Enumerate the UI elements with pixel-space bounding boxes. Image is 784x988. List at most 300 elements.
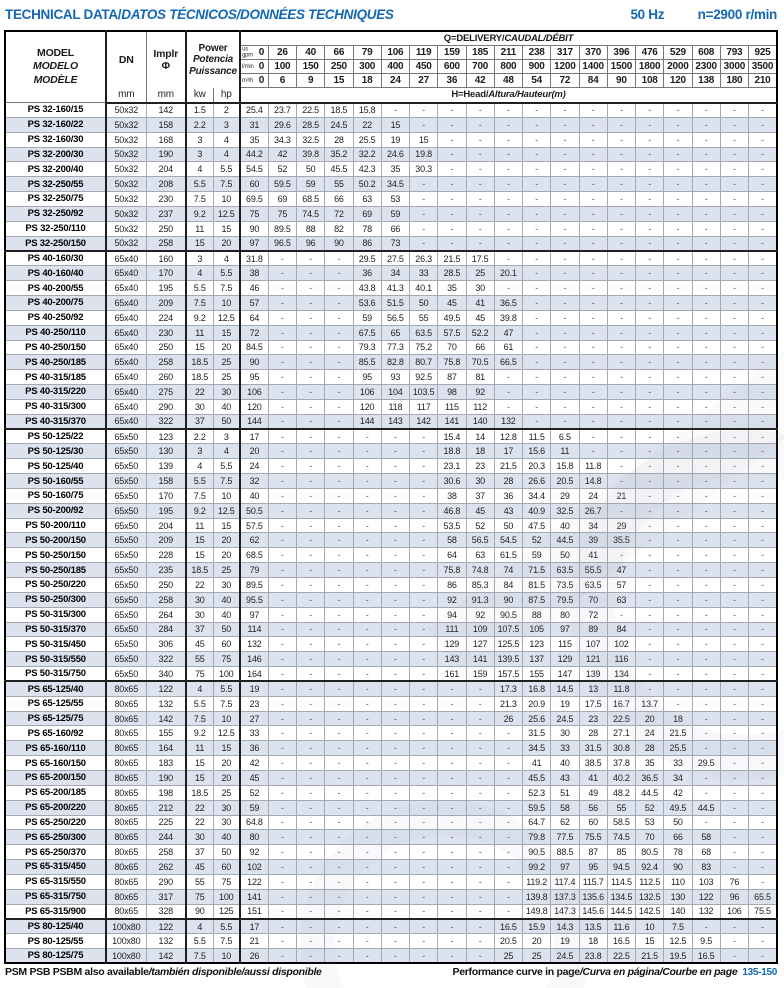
head-value-cell: - bbox=[381, 622, 409, 637]
dn-cell: 65x40 bbox=[106, 266, 146, 281]
head-value-cell: - bbox=[607, 266, 635, 281]
dn-cell: 65x50 bbox=[106, 533, 146, 548]
q-value-cell: 54 bbox=[523, 74, 551, 88]
head-value-cell: - bbox=[353, 518, 381, 533]
head-value-cell: - bbox=[297, 414, 325, 429]
footer-left-intl: /también disponible/aussi disponible bbox=[148, 966, 322, 978]
head-value-cell: 35 bbox=[240, 132, 268, 147]
q-value-cell: 79 bbox=[353, 46, 381, 60]
head-value-cell: - bbox=[692, 295, 720, 310]
kw-cell: 11 bbox=[186, 325, 213, 340]
impeller-cell: 155 bbox=[146, 726, 186, 741]
head-value-cell: 11 bbox=[551, 444, 579, 459]
model-cell: PS 50-315/550 bbox=[5, 652, 106, 667]
head-value-cell: 151 bbox=[240, 904, 268, 919]
head-value-cell: 40.9 bbox=[523, 503, 551, 518]
head-value-cell: - bbox=[410, 815, 438, 830]
head-value-cell: - bbox=[749, 622, 778, 637]
head-value-cell: 30.6 bbox=[438, 474, 466, 489]
head-value-cell: 33 bbox=[410, 266, 438, 281]
table-row bbox=[5, 637, 777, 652]
head-value-cell: - bbox=[749, 518, 778, 533]
head-value-cell: - bbox=[438, 206, 466, 221]
head-value-cell: 15.8 bbox=[551, 459, 579, 474]
head-value-cell: - bbox=[353, 785, 381, 800]
head-value-cell: - bbox=[410, 503, 438, 518]
head-value-cell: - bbox=[494, 103, 522, 118]
head-value-cell: - bbox=[494, 800, 522, 815]
head-value-cell: - bbox=[749, 770, 778, 785]
head-value-cell: 45.5 bbox=[325, 162, 353, 177]
head-value-cell: - bbox=[749, 206, 778, 221]
head-value-cell: - bbox=[325, 251, 353, 266]
hp-cell: 30 bbox=[213, 385, 240, 400]
dn-cell: 50x32 bbox=[106, 103, 146, 118]
head-value-cell: - bbox=[353, 711, 381, 726]
dn-cell: 80x65 bbox=[106, 770, 146, 785]
head-value-cell: - bbox=[636, 206, 664, 221]
head-value-cell: - bbox=[297, 548, 325, 563]
table-row bbox=[5, 785, 777, 800]
table-row bbox=[5, 592, 777, 607]
head-value-cell: 97 bbox=[240, 607, 268, 622]
head-value-cell: 36.5 bbox=[494, 295, 522, 310]
dn-cell: 65x50 bbox=[106, 444, 146, 459]
head-value-cell: - bbox=[466, 919, 494, 934]
kw-cell: 11 bbox=[186, 518, 213, 533]
head-value-cell: 53.6 bbox=[353, 295, 381, 310]
head-value-cell: - bbox=[664, 340, 692, 355]
hp-cell: 10 bbox=[213, 192, 240, 207]
head-value-cell: - bbox=[494, 370, 522, 385]
hp-cell: 40 bbox=[213, 607, 240, 622]
head-value-cell: - bbox=[381, 934, 409, 949]
head-value-cell: 59 bbox=[240, 800, 268, 815]
head-value-cell: - bbox=[692, 711, 720, 726]
head-value-cell: 85.5 bbox=[353, 355, 381, 370]
head-value-cell: 28 bbox=[579, 726, 607, 741]
head-value-cell: - bbox=[325, 444, 353, 459]
kw-cell: 45 bbox=[186, 860, 213, 875]
head-value-cell: - bbox=[692, 578, 720, 593]
head-value-cell: - bbox=[325, 355, 353, 370]
head-value-cell: - bbox=[720, 281, 748, 296]
kw-cell: 4 bbox=[186, 681, 213, 696]
head-value-cell: - bbox=[268, 459, 296, 474]
head-value-cell: 50.2 bbox=[353, 177, 381, 192]
head-value-cell: - bbox=[749, 592, 778, 607]
head-value-cell: - bbox=[268, 756, 296, 771]
head-value-cell: 92 bbox=[438, 592, 466, 607]
q-value-cell: 72 bbox=[551, 74, 579, 88]
head-value-cell: - bbox=[268, 340, 296, 355]
kw-cell: 9.2 bbox=[186, 206, 213, 221]
head-value-cell: 50 bbox=[664, 815, 692, 830]
head-value-cell: - bbox=[353, 770, 381, 785]
head-value-cell: - bbox=[297, 934, 325, 949]
q-value-cell: 1800 bbox=[636, 60, 664, 74]
impeller-cell: 195 bbox=[146, 503, 186, 518]
head-value-cell: 55 bbox=[325, 177, 353, 192]
head-value-cell: - bbox=[692, 770, 720, 785]
head-value-cell: - bbox=[353, 860, 381, 875]
head-value-cell: 18 bbox=[579, 934, 607, 949]
head-value-cell: - bbox=[749, 652, 778, 667]
head-value-cell: 87.5 bbox=[523, 592, 551, 607]
head-value-cell: - bbox=[325, 399, 353, 414]
hp-cell: 3 bbox=[213, 117, 240, 132]
head-value-cell: - bbox=[410, 221, 438, 236]
head-value-cell: 66 bbox=[381, 221, 409, 236]
head-value-cell: - bbox=[636, 548, 664, 563]
kw-cell: 75 bbox=[186, 889, 213, 904]
head-value-cell: - bbox=[494, 281, 522, 296]
dn-cell: 65x50 bbox=[106, 592, 146, 607]
head-value-cell: - bbox=[579, 355, 607, 370]
head-value-cell: - bbox=[410, 652, 438, 667]
head-value-cell: - bbox=[297, 399, 325, 414]
head-value-cell: - bbox=[353, 845, 381, 860]
head-value-cell: - bbox=[297, 726, 325, 741]
head-value-cell: - bbox=[410, 919, 438, 934]
head-value-cell: 72 bbox=[579, 607, 607, 622]
head-value-cell: - bbox=[749, 147, 778, 162]
dn-cell: 65x50 bbox=[106, 652, 146, 667]
head-value-cell: - bbox=[438, 874, 466, 889]
q-value-cell: 210 bbox=[749, 74, 778, 88]
impeller-cell: 260 bbox=[146, 370, 186, 385]
head-value-cell: 82.8 bbox=[381, 355, 409, 370]
head-value-cell: 63 bbox=[466, 548, 494, 563]
head-value-cell: 20.5 bbox=[551, 474, 579, 489]
head-value-cell: - bbox=[325, 726, 353, 741]
kw-cell: 9.2 bbox=[186, 726, 213, 741]
head-value-cell: 25.4 bbox=[240, 103, 268, 118]
dn-cell: 65x40 bbox=[106, 325, 146, 340]
kw-cell: 5.5 bbox=[186, 934, 213, 949]
head-value-cell: - bbox=[325, 325, 353, 340]
head-value-cell: 22.5 bbox=[607, 949, 635, 964]
head-value-cell: - bbox=[297, 785, 325, 800]
head-value-cell: 118 bbox=[381, 399, 409, 414]
head-value-cell: 25.5 bbox=[664, 741, 692, 756]
head-value-cell: - bbox=[607, 429, 635, 444]
head-value-cell: 112 bbox=[466, 399, 494, 414]
head-value-cell: - bbox=[749, 949, 778, 964]
head-value-cell: 41 bbox=[579, 548, 607, 563]
head-value-cell: 94.5 bbox=[607, 860, 635, 875]
dn-cell: 65x50 bbox=[106, 563, 146, 578]
impeller-header-label: Implr bbox=[153, 47, 179, 60]
head-value-cell: 75 bbox=[268, 206, 296, 221]
hp-cell: 20 bbox=[213, 548, 240, 563]
head-value-cell: - bbox=[692, 236, 720, 251]
head-value-cell: - bbox=[523, 147, 551, 162]
q-value-cell: 400 bbox=[381, 60, 409, 74]
head-value-cell: - bbox=[494, 221, 522, 236]
kw-cell: 75 bbox=[186, 667, 213, 682]
kw-cell: 18.5 bbox=[186, 370, 213, 385]
head-value-cell: - bbox=[466, 236, 494, 251]
head-value-cell: 76 bbox=[720, 874, 748, 889]
head-value-cell: 84 bbox=[607, 622, 635, 637]
head-value-cell: - bbox=[466, 934, 494, 949]
head-value-cell: - bbox=[607, 251, 635, 266]
head-value-cell: - bbox=[720, 503, 748, 518]
head-value-cell: - bbox=[381, 830, 409, 845]
head-value-cell: 146 bbox=[240, 652, 268, 667]
q-zero-value: 0 bbox=[258, 47, 265, 58]
head-value-cell: - bbox=[692, 488, 720, 503]
head-value-cell: 53 bbox=[381, 192, 409, 207]
head-value-cell: 23.1 bbox=[438, 459, 466, 474]
power-header-es: Potencia bbox=[192, 54, 234, 65]
head-value-cell: - bbox=[466, 860, 494, 875]
head-value-cell: 17.3 bbox=[494, 681, 522, 696]
dn-cell: 100x80 bbox=[106, 949, 146, 964]
model-cell: PS 65-125/40 bbox=[5, 681, 106, 696]
head-value-cell: - bbox=[551, 325, 579, 340]
head-value-cell: 20.5 bbox=[494, 934, 522, 949]
head-value-cell: 112.5 bbox=[636, 874, 664, 889]
head-value-cell: - bbox=[551, 385, 579, 400]
head-value-cell: - bbox=[410, 474, 438, 489]
head-value-cell: - bbox=[381, 815, 409, 830]
q-value-cell: 211 bbox=[494, 46, 522, 60]
head-value-cell: - bbox=[607, 607, 635, 622]
head-value-cell: 15 bbox=[381, 117, 409, 132]
q-value-cell: 476 bbox=[636, 46, 664, 60]
head-value-cell: - bbox=[720, 355, 748, 370]
head-value-cell: 143 bbox=[438, 652, 466, 667]
head-value-cell: 19 bbox=[551, 934, 579, 949]
head-value-cell: 95 bbox=[353, 370, 381, 385]
head-value-cell: - bbox=[297, 667, 325, 682]
head-value-cell: - bbox=[664, 488, 692, 503]
head-value-cell: 90 bbox=[325, 236, 353, 251]
power-header-en: Power bbox=[198, 42, 228, 54]
head-value-cell: - bbox=[720, 162, 748, 177]
head-value-cell: - bbox=[438, 147, 466, 162]
head-value-cell: 75.8 bbox=[438, 563, 466, 578]
head-value-cell: - bbox=[268, 518, 296, 533]
head-value-cell: - bbox=[438, 221, 466, 236]
head-value-cell: - bbox=[523, 414, 551, 429]
head-value-cell: 89.5 bbox=[240, 578, 268, 593]
head-value-cell: 141 bbox=[438, 414, 466, 429]
head-value-cell: - bbox=[268, 563, 296, 578]
head-value-cell: - bbox=[523, 162, 551, 177]
head-value-cell: 52 bbox=[268, 162, 296, 177]
impeller-cell: 170 bbox=[146, 266, 186, 281]
q-value-cell: 529 bbox=[664, 46, 692, 60]
head-value-cell: - bbox=[466, 117, 494, 132]
head-value-cell: - bbox=[720, 117, 748, 132]
head-value-cell: - bbox=[268, 385, 296, 400]
head-value-cell: 79.8 bbox=[523, 830, 551, 845]
head-value-cell: 102 bbox=[607, 637, 635, 652]
head-value-cell: - bbox=[297, 533, 325, 548]
head-value-cell: 21.5 bbox=[636, 949, 664, 964]
hp-cell: 5.5 bbox=[213, 266, 240, 281]
head-value-cell: - bbox=[607, 399, 635, 414]
head-value-cell: - bbox=[749, 474, 778, 489]
head-value-cell: 42 bbox=[664, 785, 692, 800]
head-value-cell: 69.5 bbox=[240, 192, 268, 207]
head-value-cell: 70 bbox=[438, 340, 466, 355]
model-cell: PS 65-250/370 bbox=[5, 845, 106, 860]
head-value-cell: - bbox=[268, 637, 296, 652]
head-value-cell: 41 bbox=[466, 295, 494, 310]
head-value-cell: - bbox=[410, 741, 438, 756]
head-value-cell: - bbox=[297, 385, 325, 400]
head-value-cell: - bbox=[720, 206, 748, 221]
head-value-cell: - bbox=[381, 459, 409, 474]
head-value-cell: - bbox=[720, 414, 748, 429]
head-value-cell: 35 bbox=[381, 162, 409, 177]
head-value-cell: - bbox=[636, 414, 664, 429]
head-value-cell: - bbox=[720, 592, 748, 607]
head-value-cell: - bbox=[410, 667, 438, 682]
head-value-cell: - bbox=[636, 578, 664, 593]
head-value-cell: 42 bbox=[268, 147, 296, 162]
head-value-cell: - bbox=[353, 919, 381, 934]
head-value-cell: - bbox=[466, 770, 494, 785]
head-value-cell: - bbox=[664, 444, 692, 459]
head-value-cell: 74.8 bbox=[466, 563, 494, 578]
head-value-cell: - bbox=[664, 503, 692, 518]
head-value-cell: - bbox=[325, 459, 353, 474]
head-value-cell: - bbox=[353, 488, 381, 503]
head-value-cell: - bbox=[466, 874, 494, 889]
head-value-cell: 81.5 bbox=[523, 578, 551, 593]
head-value-cell: 24 bbox=[579, 488, 607, 503]
model-cell: PS 50-200/92 bbox=[5, 503, 106, 518]
head-value-cell: 87 bbox=[438, 370, 466, 385]
head-value-cell: - bbox=[607, 221, 635, 236]
head-value-cell: 90 bbox=[664, 860, 692, 875]
head-value-cell: 85.3 bbox=[466, 578, 494, 593]
impeller-cell: 132 bbox=[146, 934, 186, 949]
model-cell: PS 50-125/30 bbox=[5, 444, 106, 459]
model-cell: PS 65-315/750 bbox=[5, 889, 106, 904]
head-value-cell: - bbox=[325, 281, 353, 296]
head-value-cell: 75.5 bbox=[749, 904, 778, 919]
head-value-cell: - bbox=[579, 117, 607, 132]
head-value-cell: 90 bbox=[494, 592, 522, 607]
head-value-cell: - bbox=[692, 607, 720, 622]
head-value-cell: - bbox=[410, 711, 438, 726]
head-value-cell: - bbox=[268, 622, 296, 637]
kw-cell: 15 bbox=[186, 236, 213, 251]
head-value-cell: 84 bbox=[494, 578, 522, 593]
hp-cell: 60 bbox=[213, 860, 240, 875]
head-value-cell: 75.5 bbox=[579, 830, 607, 845]
impeller-cell: 250 bbox=[146, 578, 186, 593]
hp-cell: 7.5 bbox=[213, 696, 240, 711]
head-value-cell: 137.3 bbox=[551, 889, 579, 904]
head-value-cell: - bbox=[466, 830, 494, 845]
head-value-cell: - bbox=[579, 295, 607, 310]
impeller-cell: 212 bbox=[146, 800, 186, 815]
head-value-cell: 92 bbox=[240, 845, 268, 860]
table-row bbox=[5, 726, 777, 741]
head-value-cell: - bbox=[325, 622, 353, 637]
kw-cell: 15 bbox=[186, 533, 213, 548]
head-value-cell: - bbox=[466, 726, 494, 741]
head-value-cell: - bbox=[551, 147, 579, 162]
head-value-cell: - bbox=[749, 874, 778, 889]
head-value-cell: - bbox=[268, 281, 296, 296]
head-value-cell: - bbox=[466, 162, 494, 177]
head-value-cell: - bbox=[720, 711, 748, 726]
model-cell: PS 50-250/300 bbox=[5, 592, 106, 607]
head-value-cell: - bbox=[579, 221, 607, 236]
head-value-cell: 84.5 bbox=[240, 340, 268, 355]
head-value-cell: - bbox=[720, 444, 748, 459]
head-value-cell: 40 bbox=[551, 518, 579, 533]
head-value-cell: 24.6 bbox=[381, 147, 409, 162]
head-value-cell: - bbox=[325, 949, 353, 964]
kw-cell: 3 bbox=[186, 147, 213, 162]
head-value-cell: 43.8 bbox=[353, 281, 381, 296]
head-value-cell: - bbox=[494, 874, 522, 889]
head-value-cell: - bbox=[325, 652, 353, 667]
head-value-cell: - bbox=[664, 459, 692, 474]
head-value-cell: 53.5 bbox=[438, 518, 466, 533]
head-value-cell: 21.5 bbox=[438, 251, 466, 266]
head-value-cell: 15.4 bbox=[438, 429, 466, 444]
head-value-cell: 149.8 bbox=[523, 904, 551, 919]
table-row bbox=[5, 147, 777, 162]
q-value-cell: 40 bbox=[297, 46, 325, 60]
head-value-cell: - bbox=[325, 414, 353, 429]
head-value-cell: - bbox=[692, 785, 720, 800]
model-cell: PS 65-250/300 bbox=[5, 830, 106, 845]
head-value-cell: 86 bbox=[353, 236, 381, 251]
q-zero-value: 0 bbox=[258, 61, 265, 72]
kw-cell: 22 bbox=[186, 815, 213, 830]
head-value-cell: - bbox=[297, 830, 325, 845]
q-value-cell: 18 bbox=[353, 74, 381, 88]
hp-cell: 4 bbox=[213, 251, 240, 266]
head-value-cell: - bbox=[749, 295, 778, 310]
head-value-cell: - bbox=[551, 266, 579, 281]
q-value-cell: 180 bbox=[720, 74, 748, 88]
head-value-cell: - bbox=[664, 414, 692, 429]
head-value-cell: - bbox=[664, 370, 692, 385]
head-value-cell: - bbox=[410, 756, 438, 771]
head-value-cell: 96 bbox=[720, 889, 748, 904]
head-value-cell: 14 bbox=[466, 429, 494, 444]
head-value-cell: - bbox=[466, 815, 494, 830]
head-value-cell: 32.5 bbox=[551, 503, 579, 518]
head-value-cell: - bbox=[692, 919, 720, 934]
model-cell: PS 50-315/300 bbox=[5, 607, 106, 622]
head-value-cell: 44.2 bbox=[240, 147, 268, 162]
model-cell: PS 65-315/900 bbox=[5, 904, 106, 919]
head-value-cell: - bbox=[297, 370, 325, 385]
q-zero-value: 0 bbox=[258, 75, 265, 86]
head-value-cell: 92 bbox=[466, 607, 494, 622]
impeller-cell: 230 bbox=[146, 325, 186, 340]
head-value-cell: 58.5 bbox=[607, 815, 635, 830]
hp-cell: 20 bbox=[213, 340, 240, 355]
model-cell: PS 65-160/110 bbox=[5, 741, 106, 756]
head-value-cell: - bbox=[720, 800, 748, 815]
head-value-cell: - bbox=[268, 592, 296, 607]
head-value-cell: - bbox=[438, 800, 466, 815]
